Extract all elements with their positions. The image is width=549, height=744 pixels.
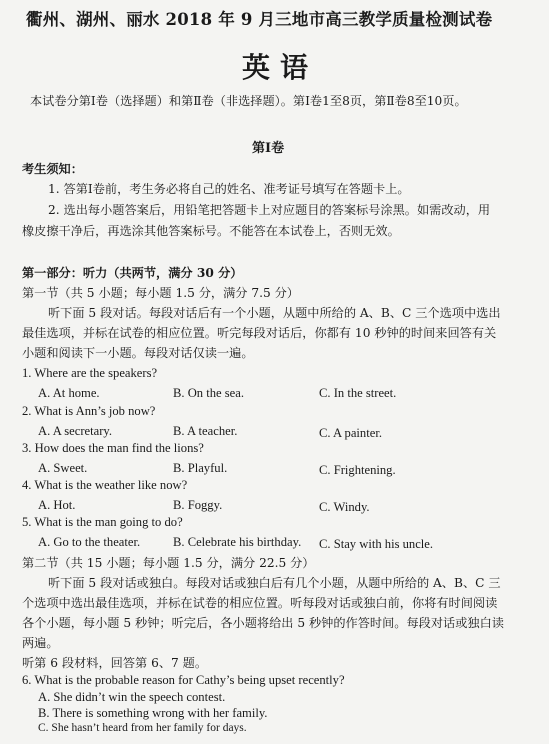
question-4: 4. What is the weather like now?	[22, 478, 188, 492]
question-1: 1. Where are the speakers?	[22, 366, 158, 380]
section-1-title: 第一节（共 5 小题；每小题 1.5 分，满分 7.5 分）	[22, 286, 299, 300]
notice-item-2-line-2: 橡皮擦干净后，再选涂其他答案标号。不能答在本试卷上，否则无效。	[22, 224, 400, 238]
question-2-option-a: A. A secretary.	[38, 424, 113, 438]
notice-item-1: 1. 答第Ⅰ卷前，考生务必将自己的姓名、准考证号填写在答题卡上。	[48, 182, 410, 196]
question-4-option-c: C. Windy.	[319, 500, 370, 514]
question-2: 2. What is Ann’s job now?	[22, 404, 156, 418]
question-3-option-c: C. Frightening.	[319, 463, 396, 477]
notice-title: 考生须知：	[22, 162, 83, 176]
notice-item-2-line-1: 2. 选出每小题答案后，用铅笔把答题卡上对应题目的答案标号涂黑。如需改动，用	[48, 203, 491, 217]
section-2-instruction-line-1: 听下面 5 段对话或独白。每段对话或独白后有几个小题，从题中所给的 A、B、C 三	[48, 576, 501, 590]
exam-intro: 本试卷分第Ⅰ卷（选择题）和第Ⅱ卷（非选择题）。第Ⅰ卷1至8页，第Ⅱ卷8至10页。	[30, 94, 467, 108]
question-5-option-b: B. Celebrate his birthday.	[173, 535, 302, 549]
subject-title: 英语	[242, 51, 319, 84]
question-1-option-c: C. In the street.	[319, 386, 397, 400]
question-1-option-b: B. On the sea.	[173, 386, 244, 400]
question-6-option-a: A. She didn’t win the speech contest.	[38, 690, 226, 704]
question-5-option-c: C. Stay with his uncle.	[319, 537, 434, 551]
section-1-instruction-line-3: 小题和阅读下一小题。每段对话仅读一遍。	[22, 346, 254, 360]
material-6-heading: 听第 6 段材料，回答第 6、7 题。	[22, 656, 208, 670]
question-2-option-b: B. A teacher.	[173, 424, 238, 438]
section-1-instruction-line-2: 最佳选项，并标在试卷的相应位置。听完每段对话后，你都有 10 秒钟的时间来回答有关	[22, 326, 497, 340]
question-5: 5. What is the man going to do?	[22, 515, 183, 529]
question-3: 3. How does the man find the lions?	[22, 441, 204, 455]
question-1-option-a: A. At home.	[38, 386, 100, 400]
section-2-instruction-line-2: 个选项中选出最佳选项，并标在试卷的相应位置。听每段对话或独白前，你将有时间阅读	[22, 596, 498, 610]
question-6: 6. What is the probable reason for Cathy’s being upset recently?	[22, 673, 345, 687]
question-2-option-c: C. A painter.	[319, 426, 382, 440]
question-3-option-b: B. Playful.	[173, 461, 228, 475]
question-5-option-a: A. Go to the theater.	[38, 535, 141, 549]
section-1-instruction-line-1: 听下面 5 段对话。每段对话后有一个小题，从题中所给的 A、B、C 三个选项中选出	[48, 306, 501, 320]
section-2-instruction-line-4: 两遍。	[22, 636, 59, 650]
question-6-option-c: C. She hasn’t heard from her family for days.	[38, 722, 247, 734]
part-one-heading: 第Ⅰ卷	[252, 141, 285, 156]
question-3-option-a: A. Sweet.	[38, 461, 88, 475]
section-2-title: 第二节（共 15 小题；每小题 1.5 分，满分 22.5 分）	[22, 556, 315, 570]
exam-title: 衢州、湖州、丽水 2018 年 9 月三地市高三教学质量检测试卷	[26, 10, 493, 29]
question-4-option-b: B. Foggy.	[173, 498, 223, 512]
question-4-option-a: A. Hot.	[38, 498, 76, 512]
listening-title: 第一部分：听力（共两节，满分 30 分）	[22, 266, 243, 280]
question-6-option-b: B. There is something wrong with her family.	[38, 706, 268, 720]
section-2-instruction-line-3: 各个小题，每小题 5 秒钟；听完后，各小题将给出 5 秒钟的作答时间。每段对话或独白读	[22, 616, 504, 630]
